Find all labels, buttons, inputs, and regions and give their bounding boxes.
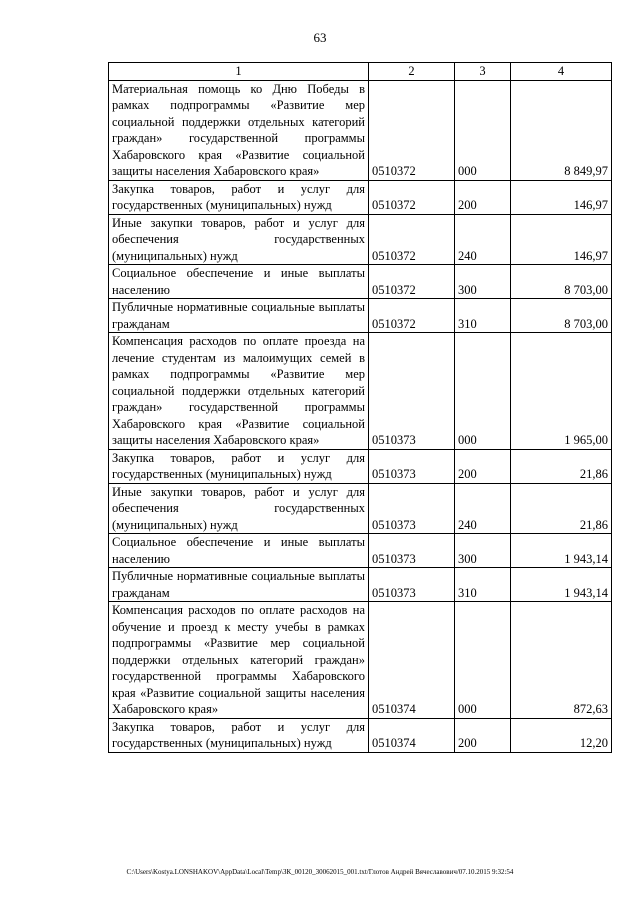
column-header-1: 1 (109, 63, 369, 81)
row-code-cell: 0510372 (369, 180, 455, 214)
table-header-row (109, 63, 612, 81)
row-name-cell: Публичные нормативные социальные выплаты гражданам (109, 299, 369, 333)
table-row (109, 333, 612, 450)
row-sum-cell: 21,86 (511, 449, 612, 483)
table-row (109, 449, 612, 483)
row-name-cell: Закупка товаров, работ и услуг для государственных (муниципальных) нужд (109, 180, 369, 214)
row-type-cell: 200 (455, 180, 511, 214)
row-type-cell: 000 (455, 333, 511, 450)
row-code-cell: 0510373 (369, 483, 455, 534)
column-header-3: 3 (455, 63, 511, 81)
row-name-cell: Социальное обеспечение и иные выплаты населению (109, 534, 369, 568)
table-row (109, 568, 612, 602)
row-sum-cell: 8 849,97 (511, 80, 612, 180)
row-sum-cell: 146,97 (511, 214, 612, 265)
row-code-cell: 0510373 (369, 449, 455, 483)
row-name-cell: Социальное обеспечение и иные выплаты населению (109, 265, 369, 299)
table-row (109, 602, 612, 719)
file-path-footer: C:\Users\Kostya.LONSHAKOV\AppData\Local\Temp\ЗК_00120_30062015_001.txt/Глотов Андрей Вячеславович/07.10.2015 9:32:54 (126, 868, 514, 876)
table-row (109, 718, 612, 752)
page-number: 63 (313, 30, 327, 45)
row-code-cell: 0510372 (369, 80, 455, 180)
row-type-cell: 300 (455, 534, 511, 568)
row-sum-cell: 146,97 (511, 180, 612, 214)
row-name-cell: Материальная помощь ко Дню Победы в рамках подпрограммы «Развитие мер социальной поддержки отдельных категорий граждан» государственной программы Хабаровского края «Развитие социальной защиты населения Хабаровского края» (109, 80, 369, 180)
table-row (109, 299, 612, 333)
row-code-cell: 0510374 (369, 718, 455, 752)
table-row (109, 534, 612, 568)
row-code-cell: 0510372 (369, 214, 455, 265)
row-type-cell: 200 (455, 718, 511, 752)
row-code-cell: 0510372 (369, 299, 455, 333)
row-code-cell: 0510372 (369, 265, 455, 299)
row-sum-cell: 872,63 (511, 602, 612, 719)
table-row (109, 180, 612, 214)
row-code-cell: 0510374 (369, 602, 455, 719)
row-sum-cell: 1 943,14 (511, 534, 612, 568)
row-sum-cell: 8 703,00 (511, 299, 612, 333)
row-name-cell: Иные закупки товаров, работ и услуг для обеспечения государственных (муниципальных) нужд (109, 214, 369, 265)
row-type-cell: 310 (455, 568, 511, 602)
row-type-cell: 000 (455, 602, 511, 719)
row-code-cell: 0510373 (369, 534, 455, 568)
row-type-cell: 310 (455, 299, 511, 333)
row-sum-cell: 1 965,00 (511, 333, 612, 450)
row-type-cell: 240 (455, 483, 511, 534)
row-sum-cell: 12,20 (511, 718, 612, 752)
table-row (109, 483, 612, 534)
row-name-cell: Закупка товаров, работ и услуг для государственных (муниципальных) нужд (109, 449, 369, 483)
row-code-cell: 0510373 (369, 568, 455, 602)
row-type-cell: 240 (455, 214, 511, 265)
row-name-cell: Публичные нормативные социальные выплаты гражданам (109, 568, 369, 602)
row-sum-cell: 8 703,00 (511, 265, 612, 299)
column-header-4: 4 (511, 63, 612, 81)
table-row (109, 265, 612, 299)
column-header-2: 2 (369, 63, 455, 81)
table-row (109, 80, 612, 180)
row-sum-cell: 21,86 (511, 483, 612, 534)
row-name-cell: Иные закупки товаров, работ и услуг для обеспечения государственных (муниципальных) нужд (109, 483, 369, 534)
row-type-cell: 000 (455, 80, 511, 180)
row-type-cell: 300 (455, 265, 511, 299)
row-name-cell: Компенсация расходов по оплате расходов на обучение и проезд к месту учебы в рамках подпрограммы «Развитие мер социальной поддержки отдельных категорий граждан» государственной программы Хабаровского края «Развитие социальной защиты населения Хабаровского края» (109, 602, 369, 719)
table-row (109, 214, 612, 265)
budget-table (108, 62, 612, 753)
row-name-cell: Компенсация расходов по оплате проезда на лечение студентам из малоимущих семей в рамках подпрограммы «Развитие мер социальной поддержки отдельных категорий граждан» государственной программы Хабаровского края «Развитие социальной защиты населения Хабаровского края» (109, 333, 369, 450)
row-type-cell: 200 (455, 449, 511, 483)
row-code-cell: 0510373 (369, 333, 455, 450)
row-name-cell: Закупка товаров, работ и услуг для государственных (муниципальных) нужд (109, 718, 369, 752)
row-sum-cell: 1 943,14 (511, 568, 612, 602)
